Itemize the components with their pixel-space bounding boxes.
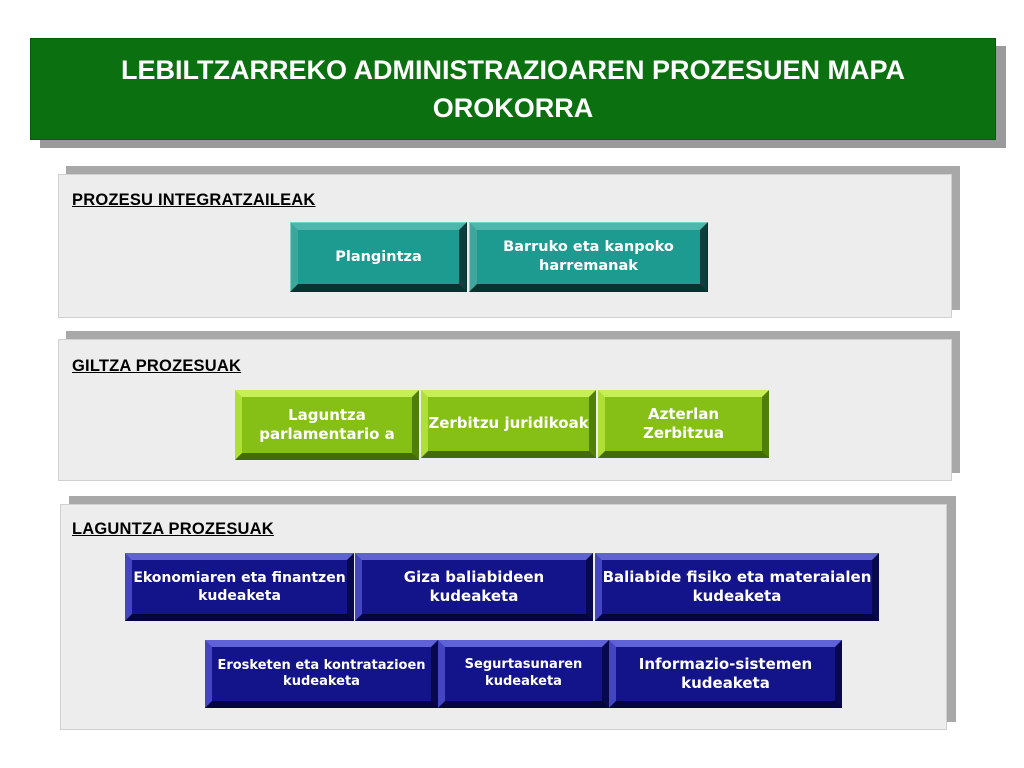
process-box-label: Erosketen eta kontratazioen kudeaketa — [212, 647, 431, 701]
section-heading: LAGUNTZA PROZESUAK — [72, 520, 274, 538]
process-box-erosketak[interactable] — [205, 640, 438, 708]
section-heading: PROZESU INTEGRATZAILEAK — [72, 191, 316, 209]
process-box-label: Barruko eta kanpoko harremanak — [477, 230, 700, 284]
page-title-text: LEBILTZARREKO ADMINISTRAZIOAREN PROZESUEN MAPA OROKORRA — [121, 55, 905, 123]
process-box-giza-baliabideak[interactable] — [355, 553, 593, 621]
page-title — [30, 38, 996, 140]
process-box-plangintza[interactable] — [290, 222, 467, 292]
process-box-label: Azterlan Zerbitzua — [605, 397, 762, 451]
process-box-ekonomia[interactable] — [125, 553, 354, 621]
process-box-label: Segurtasunaren kudeaketa — [445, 647, 602, 701]
process-box-harremanak[interactable] — [469, 222, 708, 292]
process-box-label: Ekonomiaren eta finantzen kudeaketa — [132, 560, 347, 614]
process-box-azterlan-zerbitzua[interactable] — [598, 390, 769, 458]
process-box-informazio-sistemak[interactable] — [609, 640, 842, 708]
process-box-baliabide-fisikoak[interactable] — [595, 553, 879, 621]
process-box-laguntza-parlamentarioa[interactable] — [235, 390, 419, 460]
section-heading: GILTZA PROZESUAK — [72, 357, 242, 375]
process-box-label: Plangintza — [298, 230, 459, 284]
process-box-segurtasuna[interactable] — [438, 640, 609, 708]
process-box-label: Zerbitzu juridikoak — [428, 397, 589, 451]
process-box-zerbitzu-juridikoak[interactable] — [421, 390, 596, 458]
process-box-label: Giza baliabideen kudeaketa — [362, 560, 586, 614]
process-box-label: Baliabide fisiko eta materaialen kudeaketa — [602, 560, 872, 614]
process-box-label: Informazio-sistemen kudeaketa — [616, 647, 835, 701]
process-box-label: Laguntza parlamentario a — [242, 397, 412, 453]
